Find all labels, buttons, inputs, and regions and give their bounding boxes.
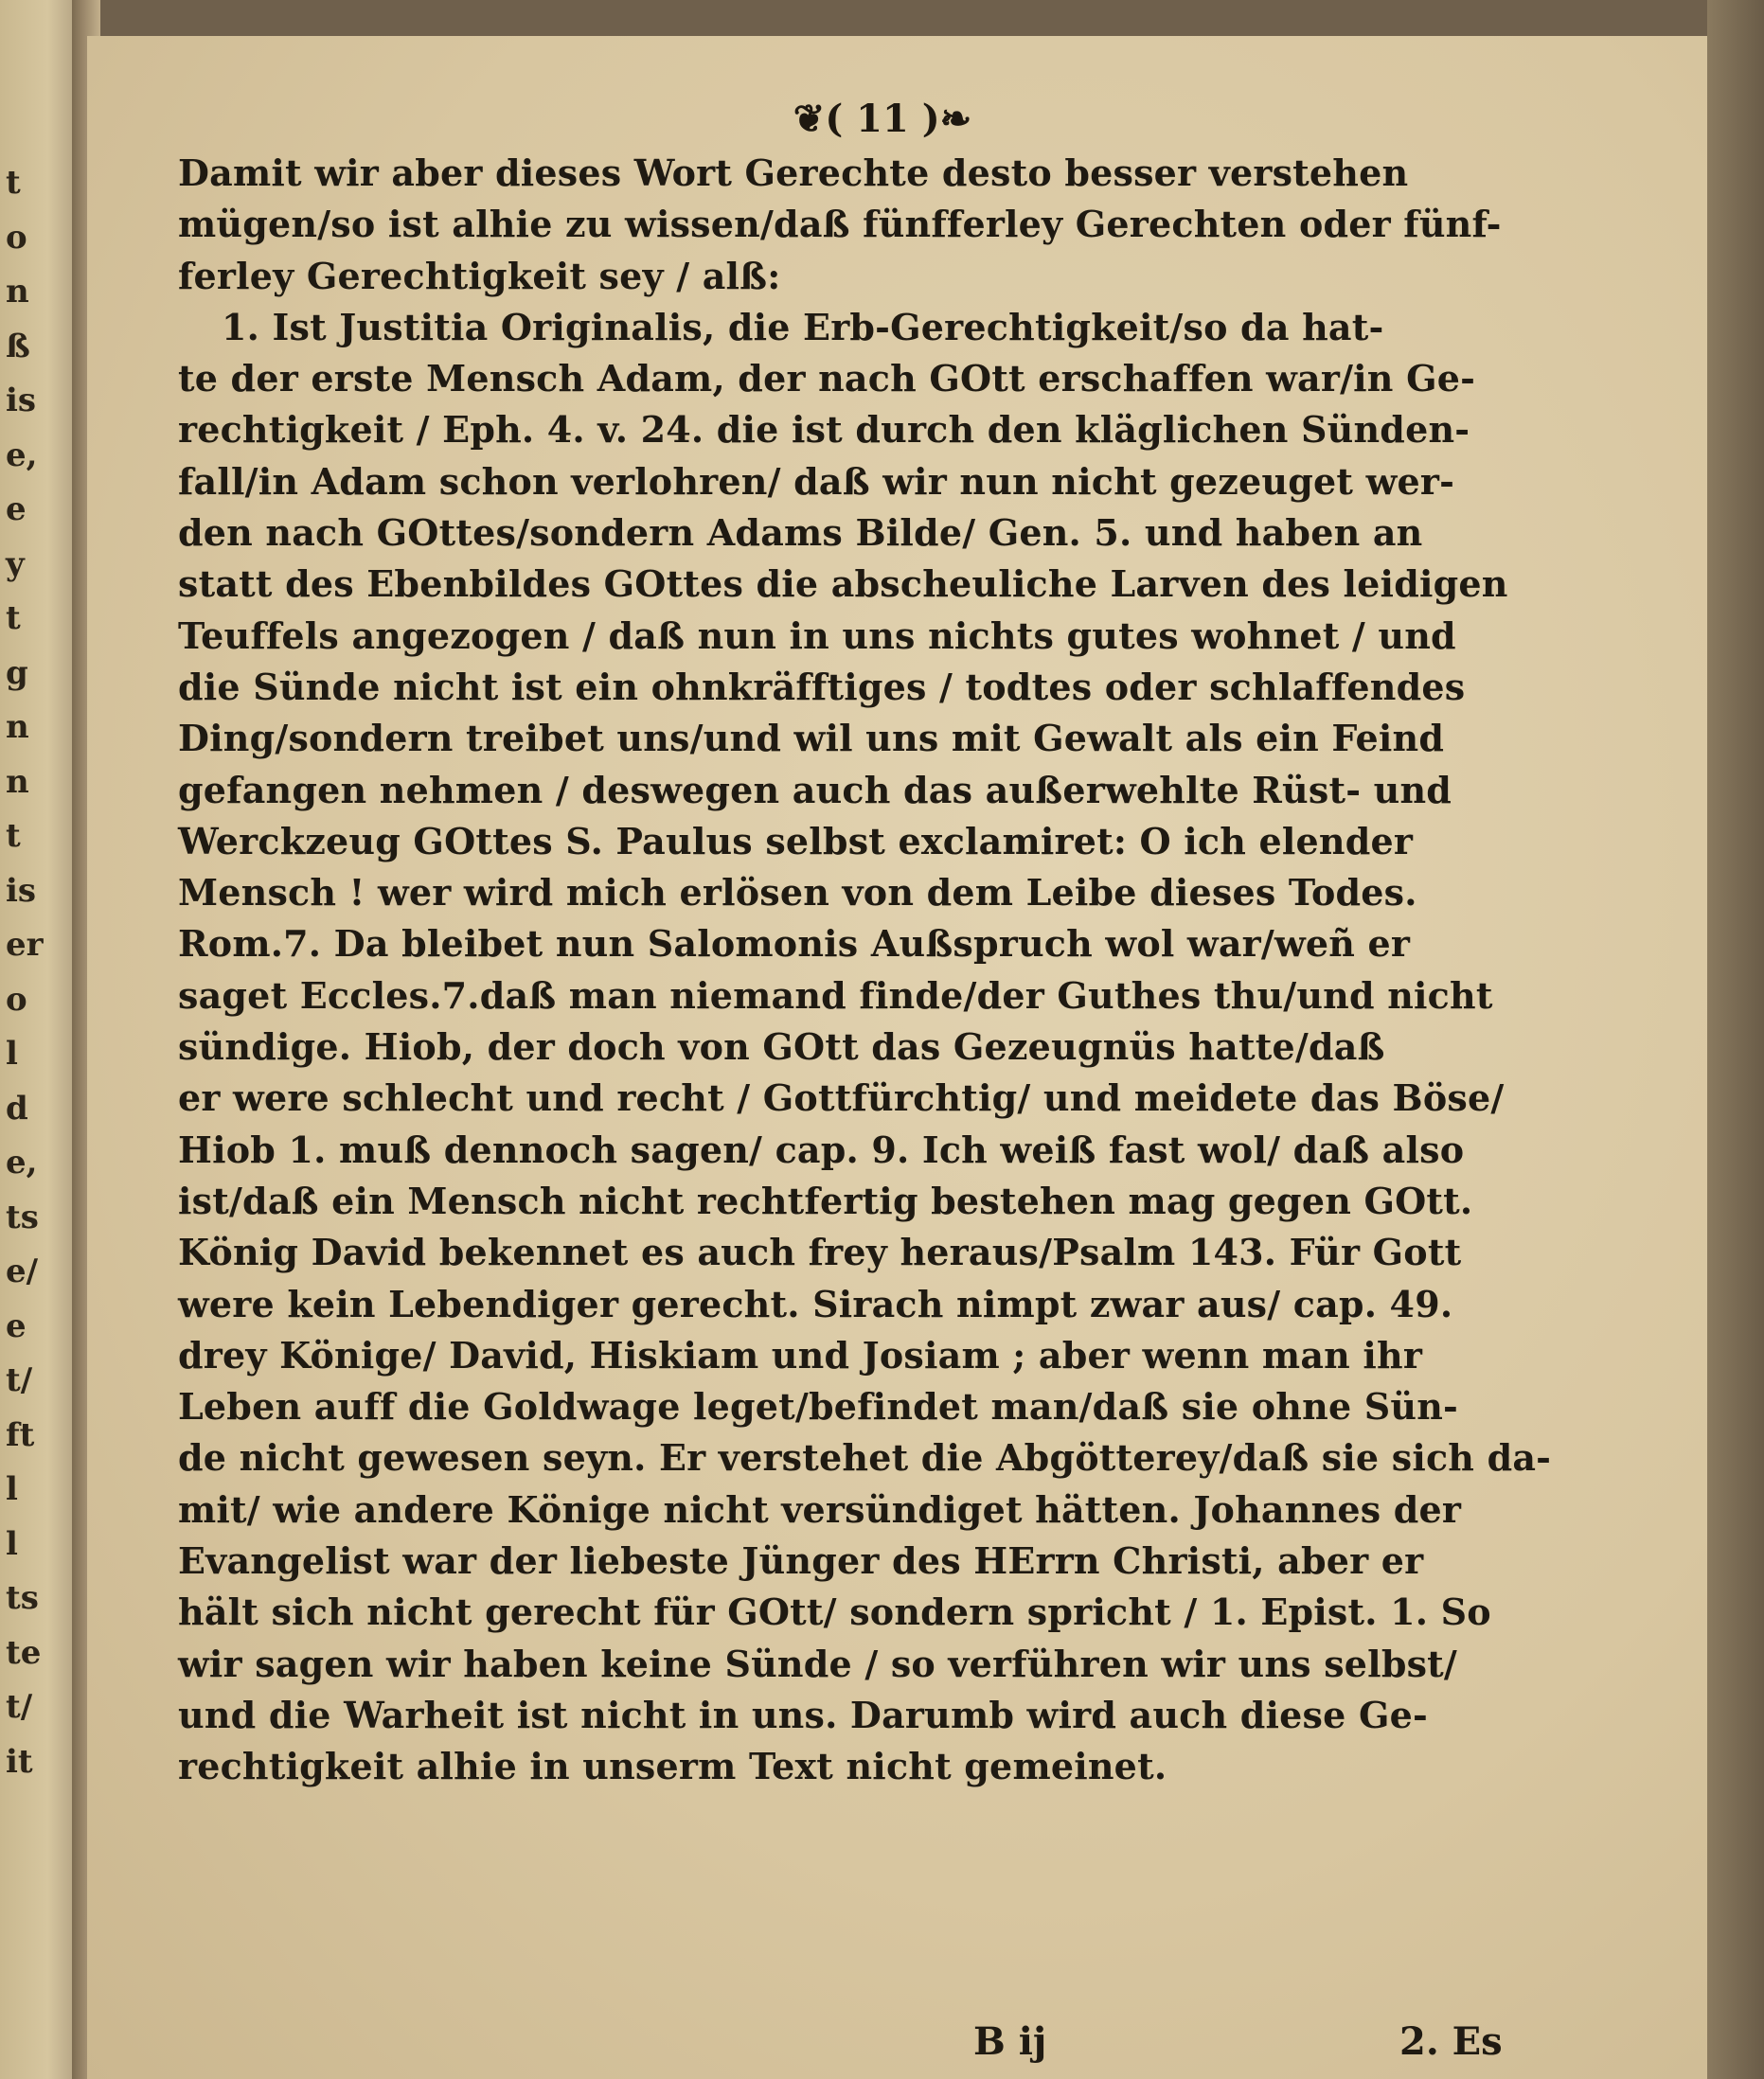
text-line: Mensch ! wer wird mich erlösen von dem Leibe dieses Todes. <box>178 871 1417 915</box>
text-line: Werckzeug GOttes S. Paulus selbst exclamiret: O ich elender <box>178 819 1414 862</box>
left-page-fragment: g <box>6 653 28 692</box>
left-page-fragment: te <box>6 1633 42 1672</box>
text-line: statt des Ebenbildes GOttes die abscheuliche Larven des leidigen <box>178 562 1508 606</box>
text-line: den nach GOttes/sondern Adams Bilde/ Gen. 5. und haben an <box>178 511 1423 555</box>
text-line: Teuffels angezogen / daß nun in uns nichts gutes wohnet / und <box>178 613 1456 657</box>
left-page-fragment: d <box>6 1089 28 1128</box>
left-page-fragment: l <box>6 1035 18 1073</box>
left-page-fragment: t <box>6 164 21 202</box>
text-line: Rom.7. Da bleibet nun Salomonis Außspruch wol war/weñ er <box>178 922 1411 966</box>
text-line: rechtigkeit alhie in unserm Text nicht gemeinet. <box>178 1745 1167 1788</box>
left-page-fragment: o <box>6 980 27 1019</box>
text-line: Evangelist war der liebeste Jünger des HErrn Christi, aber er <box>178 1539 1424 1583</box>
body-text <box>178 148 1552 1793</box>
left-page-fragment: t/ <box>6 1361 33 1399</box>
text-line: rechtigkeit / Eph. 4. v. 24. die ist durch den kläglichen Sünden- <box>178 408 1470 452</box>
left-page-fragment: e, <box>6 435 38 474</box>
text-line: sündige. Hiob, der doch von GOtt das Gezeugnüs hatte/daß <box>178 1025 1385 1069</box>
signature-mark: B ij <box>973 2019 1047 2064</box>
book-page <box>87 36 1708 2079</box>
running-head: ❦( 11 )❧ <box>793 97 972 141</box>
left-page-fragment: ft <box>6 1415 35 1454</box>
text-line: wir sagen wir haben keine Sünde / so verführen wir uns selbst/ <box>178 1642 1458 1685</box>
left-page-fragment: e/ <box>6 1253 39 1290</box>
text-line: mügen/so ist alhie zu wissen/daß fünfferley Gerechten oder fünf- <box>178 203 1502 246</box>
text-line: Damit wir aber dieses Wort Gerechte desto besser verstehen <box>178 151 1409 194</box>
left-page-fragment: is <box>6 382 37 419</box>
catchword: 2. Es <box>1399 2019 1503 2064</box>
left-page-fragment: n <box>6 273 29 311</box>
text-line: drey Könige/ David, Hiskiam und Josiam ; aber wenn man ihr <box>178 1333 1423 1377</box>
text-line: er were schlecht und recht / Gottfürchtig/ und meidete das Böse/ <box>178 1076 1505 1120</box>
left-page-fragment: e <box>6 490 27 528</box>
text-line: fall/in Adam schon verlohren/ daß wir nun nicht gezeuget wer- <box>178 459 1455 503</box>
left-page-fragment: it <box>6 1742 33 1781</box>
left-page-fragment: t <box>6 599 21 637</box>
left-page-fragment: e <box>6 1306 27 1345</box>
left-page-fragment: o <box>6 218 27 257</box>
text-line: Ding/sondern treibet uns/und wil uns mit Gewalt als ein Feind <box>178 717 1445 760</box>
text-line: Hiob 1. muß dennoch sagen/ cap. 9. Ich weiß fast wol/ daß also <box>178 1128 1465 1171</box>
left-page-fragment: er <box>6 926 44 964</box>
text-line: ist/daß ein Mensch nicht rechtfertig bestehen mag gegen GOtt. <box>178 1179 1473 1222</box>
left-page-fragment: l <box>6 1470 18 1508</box>
text-line: und die Warheit ist nicht in uns. Darumb wird auch diese Ge- <box>178 1693 1428 1736</box>
background-edge <box>1707 0 1764 2079</box>
text-line: König David bekennet es auch frey heraus/Psalm 143. Für Gott <box>178 1231 1462 1274</box>
left-page-fragment: t/ <box>6 1688 33 1726</box>
text-line: te der erste Mensch Adam, der nach GOtt erschaffen war/in Ge- <box>178 357 1476 400</box>
left-page-fragment: is <box>6 871 37 910</box>
text-line: saget Eccles.7.daß man niemand finde/der Guthes thu/und nicht <box>178 973 1493 1017</box>
left-page-fragment: n <box>6 708 29 746</box>
text-line: 1. Ist Justitia Originalis, die Erb-Gerechtigkeit/so da hat- <box>222 305 1384 348</box>
left-page-fragment: ts <box>6 1579 39 1617</box>
left-page-fragment: y <box>6 544 25 583</box>
left-page-fragment: n <box>6 762 29 801</box>
text-line: were kein Lebendiger gerecht. Sirach nimpt zwar aus/ cap. 49. <box>178 1282 1453 1325</box>
left-page-fragment: ß <box>6 327 30 365</box>
left-page-text-fragments <box>6 156 44 1789</box>
page-footer <box>178 2019 1504 2076</box>
text-line: ferley Gerechtigkeit sey / alß: <box>178 254 781 297</box>
text-line: hält sich nicht gerecht für GOtt/ sondern spricht / 1. Epist. 1. So <box>178 1590 1491 1634</box>
left-page-fragment: e, <box>6 1144 38 1182</box>
text-line: die Sünde nicht ist ein ohnkräfftiges / todtes oder schlaffendes <box>178 665 1466 708</box>
text-line: mit/ wie andere Könige nicht versündiget hätten. Johannes der <box>178 1487 1462 1531</box>
left-page-fragment: t <box>6 817 21 855</box>
text-line: Leben auff die Goldwage leget/befindet man/daß sie ohne Sün- <box>178 1385 1459 1429</box>
text-line: de nicht gewesen seyn. Er verstehet die Abgötterey/daß sie sich da- <box>178 1436 1552 1480</box>
text-line: gefangen nehmen / deswegen auch das außerwehlte Rüst- und <box>178 768 1452 811</box>
left-page-fragment: l <box>6 1524 18 1563</box>
left-page-fragment: ts <box>6 1198 39 1236</box>
